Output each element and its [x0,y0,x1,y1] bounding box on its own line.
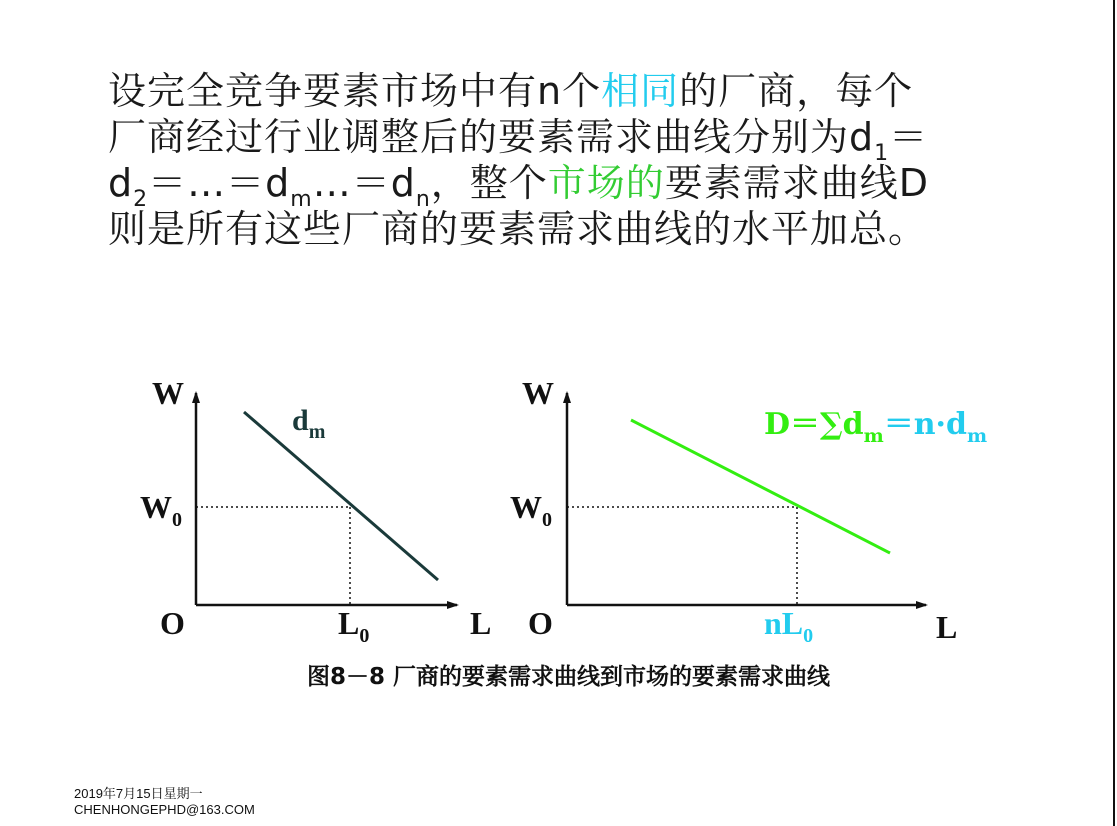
l0-sub: 0 [359,625,370,647]
formula-sum-part: D＝∑d [764,407,864,442]
formula-sub-m: m [863,425,884,447]
figure-caption: 图8－8 厂商的要素需求曲线到市场的要素需求曲线 [306,664,830,690]
nl0-main: nL [764,605,804,641]
w0-sub: 0 [542,509,552,531]
text-segment: ＝…＝d [148,161,291,205]
market-demand-formula [764,407,987,447]
nl0-sub: 0 [803,625,814,647]
formula-n-part: ＝n·d [883,407,967,442]
subscript: 2 [133,187,149,212]
text-segment: 设完全竞争要素市场中有n个 [108,69,602,113]
subscript: n [415,187,431,212]
slide-footer [74,786,255,818]
l0-main: L [338,605,360,641]
text-segment: ，整个 [430,161,548,205]
right-nl0-label [764,605,813,647]
text-segment: …＝d [312,161,416,205]
subscript: m [290,187,313,212]
subscript: 1 [874,141,890,166]
paragraph-line-4: 则是所有这些厂商的要素需求曲线的水平加总。 [108,207,928,251]
right-origin-label: O [528,605,553,641]
w0-main: W [510,489,542,525]
text-segment: 要素需求曲线D [664,161,930,205]
left-l0-label [338,605,369,647]
left-w0-label [140,489,182,531]
right-graph [510,375,987,647]
dm-main: d [292,404,309,437]
right-w0-label [510,489,552,531]
left-curve-label [292,404,326,443]
text-segment: 的厂商，每个 [679,69,914,113]
w0-main: W [140,489,172,525]
left-origin-label: O [160,605,185,641]
dm-sub: m [308,421,326,443]
right-x-axis-label: L [936,609,958,645]
left-graph [140,375,491,647]
formula-sub-m: m [966,425,988,447]
left-demand-curve [244,412,438,580]
footer-date: 2019年7月15日星期一 [74,786,203,801]
text-segment: ＝ [889,115,929,159]
highlight-identical: 相同 [601,69,680,113]
text-segment: 厂商经过行业调整后的要素需求曲线分别为d [108,115,875,159]
footer-email: CHENHONGEPHD@163.COM [74,802,255,817]
highlight-market: 市场的 [547,161,665,205]
right-y-axis-label: W [522,375,554,411]
text-segment: d [108,161,134,205]
w0-sub: 0 [172,509,182,531]
left-y-axis-label: W [152,375,184,411]
left-x-axis-label: L [470,605,492,641]
